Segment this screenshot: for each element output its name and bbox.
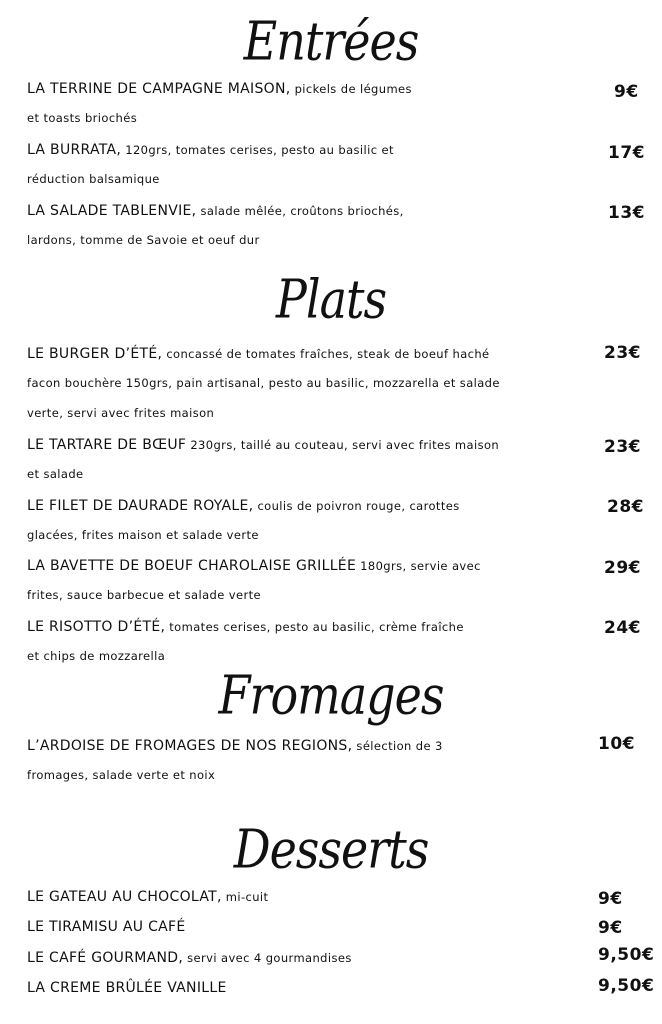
item-price: 9€ [598,918,623,938]
item-name: LE TARTARE DE BŒUF [27,437,187,453]
item-name: LA CREME BRÛLÉE VANILLE [27,980,227,996]
section-title-entrees: Entrées [243,9,419,73]
item-description: facon bouchère 150grs, pain artisanal, pesto au basilic, mozzarella et salade [27,376,500,390]
item-description: pickels de légumes [290,82,412,96]
item-description: et chips de mozzarella [27,649,166,663]
item-price: 24€ [604,618,641,638]
item-name: LA TERRINE DE CAMPAGNE MAISON, [27,81,291,97]
item-price: 23€ [604,343,641,363]
section-title-plats: Plats [275,267,387,331]
item-description: sélection de 3 [352,739,443,753]
item-description: frites, sauce barbecue et salade verte [27,588,261,602]
item-description: coulis de poivron rouge, carottes [253,499,460,513]
item-name: LE BURGER D’ÉTÉ, [27,346,163,362]
item-price: 9,50€ [598,976,655,996]
item-name: LE CAFÉ GOURMAND, [27,950,184,966]
item-price: 9€ [614,82,639,102]
item-price: 17€ [608,143,645,163]
item-name: LE RISOTTO D’ÉTÉ, [27,619,166,635]
item-description: et salade [27,467,84,481]
item-name: LA BURRATA, [27,142,122,158]
item-description: 120grs, tomates cerises, pesto au basilic et [121,143,394,157]
item-description: verte, servi avec frites maison [27,406,215,420]
item-description: 180grs, servie avec [356,559,481,573]
item-price: 23€ [604,437,641,457]
item-price: 29€ [604,558,641,578]
item-name: LE GATEAU AU CHOCOLAT, [27,889,222,905]
section-title-fromages: Fromages [218,663,444,727]
item-description: et toasts briochés [27,111,138,125]
item-description: lardons, tomme de Savoie et oeuf dur [27,233,260,247]
item-description: servi avec 4 gourmandises [183,951,352,965]
item-name: LA SALADE TABLENVIE, [27,203,197,219]
item-description: tomates cerises, pesto au basilic, crème fraîche [165,620,464,634]
item-price: 10€ [598,734,635,754]
item-price: 9€ [598,889,623,909]
item-name: L’ARDOISE DE FROMAGES DE NOS REGIONS, [27,738,353,754]
item-description: mi-cuit [221,890,269,904]
item-name: LE FILET DE DAURADE ROYALE, [27,498,254,514]
item-description: 230grs, taillé au couteau, servi avec frites maison [186,438,500,452]
item-description: concassé de tomates fraîches, steak de boeuf haché [162,347,490,361]
item-description: réduction balsamique [27,172,160,186]
item-name: LA BAVETTE DE BOEUF CHAROLAISE GRILLÉE [27,558,357,574]
item-description: glacées, frites maison et salade verte [27,528,259,542]
section-title-desserts: Desserts [233,817,429,881]
item-price: 9,50€ [598,945,655,965]
item-name: LE TIRAMISU AU CAFÉ [27,919,186,935]
item-description: salade mêlée, croûtons briochés, [196,204,404,218]
item-price: 28€ [607,497,644,517]
item-description: fromages, salade verte et noix [27,768,216,782]
item-price: 13€ [608,203,645,223]
